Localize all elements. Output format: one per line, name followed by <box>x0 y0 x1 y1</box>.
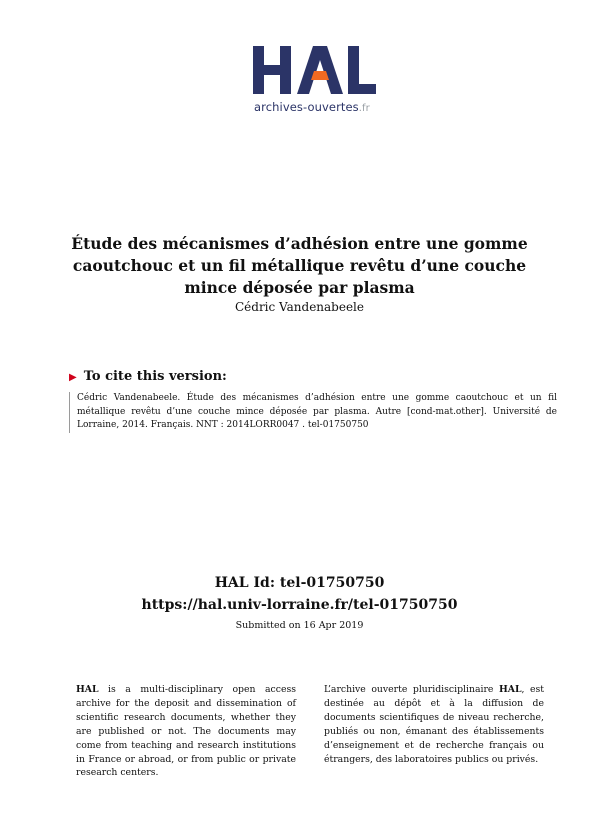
logo-subtitle-tld: .fr <box>358 103 370 114</box>
french-notice-pre: L’archive ouverte pluridisciplinaire <box>324 684 499 695</box>
hal-id: HAL Id: tel-01750750 <box>214 575 385 591</box>
hal-logo-mark <box>253 44 378 98</box>
citation-text: Cédric Vandenabeele. Étude des mécanismes d’adhésion entre une gomme caoutchouc et un fil métallique revêtu d’une couche mince déposée par plasma. Autre [cond-mat.other]. Université de Lorraine, 2014. Français. NNT : 2014LORR0047 . tel-01750750 <box>69 392 557 433</box>
english-notice-body: is a multi-disciplinary open access archive for the deposit and dissemination of scientific research documents, whether they are published or not. The documents may come from teaching and research institutions in France or abroad, or from public or private research centers. <box>76 684 296 779</box>
title-line-1: Étude des mécanismes d’adhésion entre une gomme <box>71 234 528 253</box>
author-name: Cédric Vandenabeele <box>234 300 364 314</box>
hal-logo <box>253 44 378 116</box>
triangle-right-icon: ▶ <box>69 372 77 383</box>
french-notice <box>324 683 544 766</box>
cite-heading <box>69 369 227 384</box>
logo-subtitle-text: archives-ouvertes <box>254 100 359 114</box>
title-line-2: caoutchouc et un fil métallique revêtu d’une couche <box>72 256 527 275</box>
document-title <box>60 233 539 299</box>
submission-date: Submitted on 16 Apr 2019 <box>235 620 364 631</box>
hal-url-link[interactable]: https://hal.univ-lorraine.fr/tel-01750750 <box>141 597 458 613</box>
french-notice-body: , est destinée au dépôt et à la diffusion de documents scientifiques de niveau recherche, publiés ou non, émanant des établissements d’enseignement et de recherche français ou étrangers, des laboratoires publics ou privés. <box>324 684 545 765</box>
logo-subtitle <box>254 100 370 114</box>
english-notice-lead: HAL <box>76 684 99 695</box>
french-notice-lead: HAL <box>498 684 522 695</box>
hal-identifier-block <box>60 572 539 616</box>
cite-heading-text: To cite this version: <box>83 369 227 384</box>
english-notice <box>76 683 296 780</box>
title-line-3: mince déposée par plasma <box>184 278 415 297</box>
